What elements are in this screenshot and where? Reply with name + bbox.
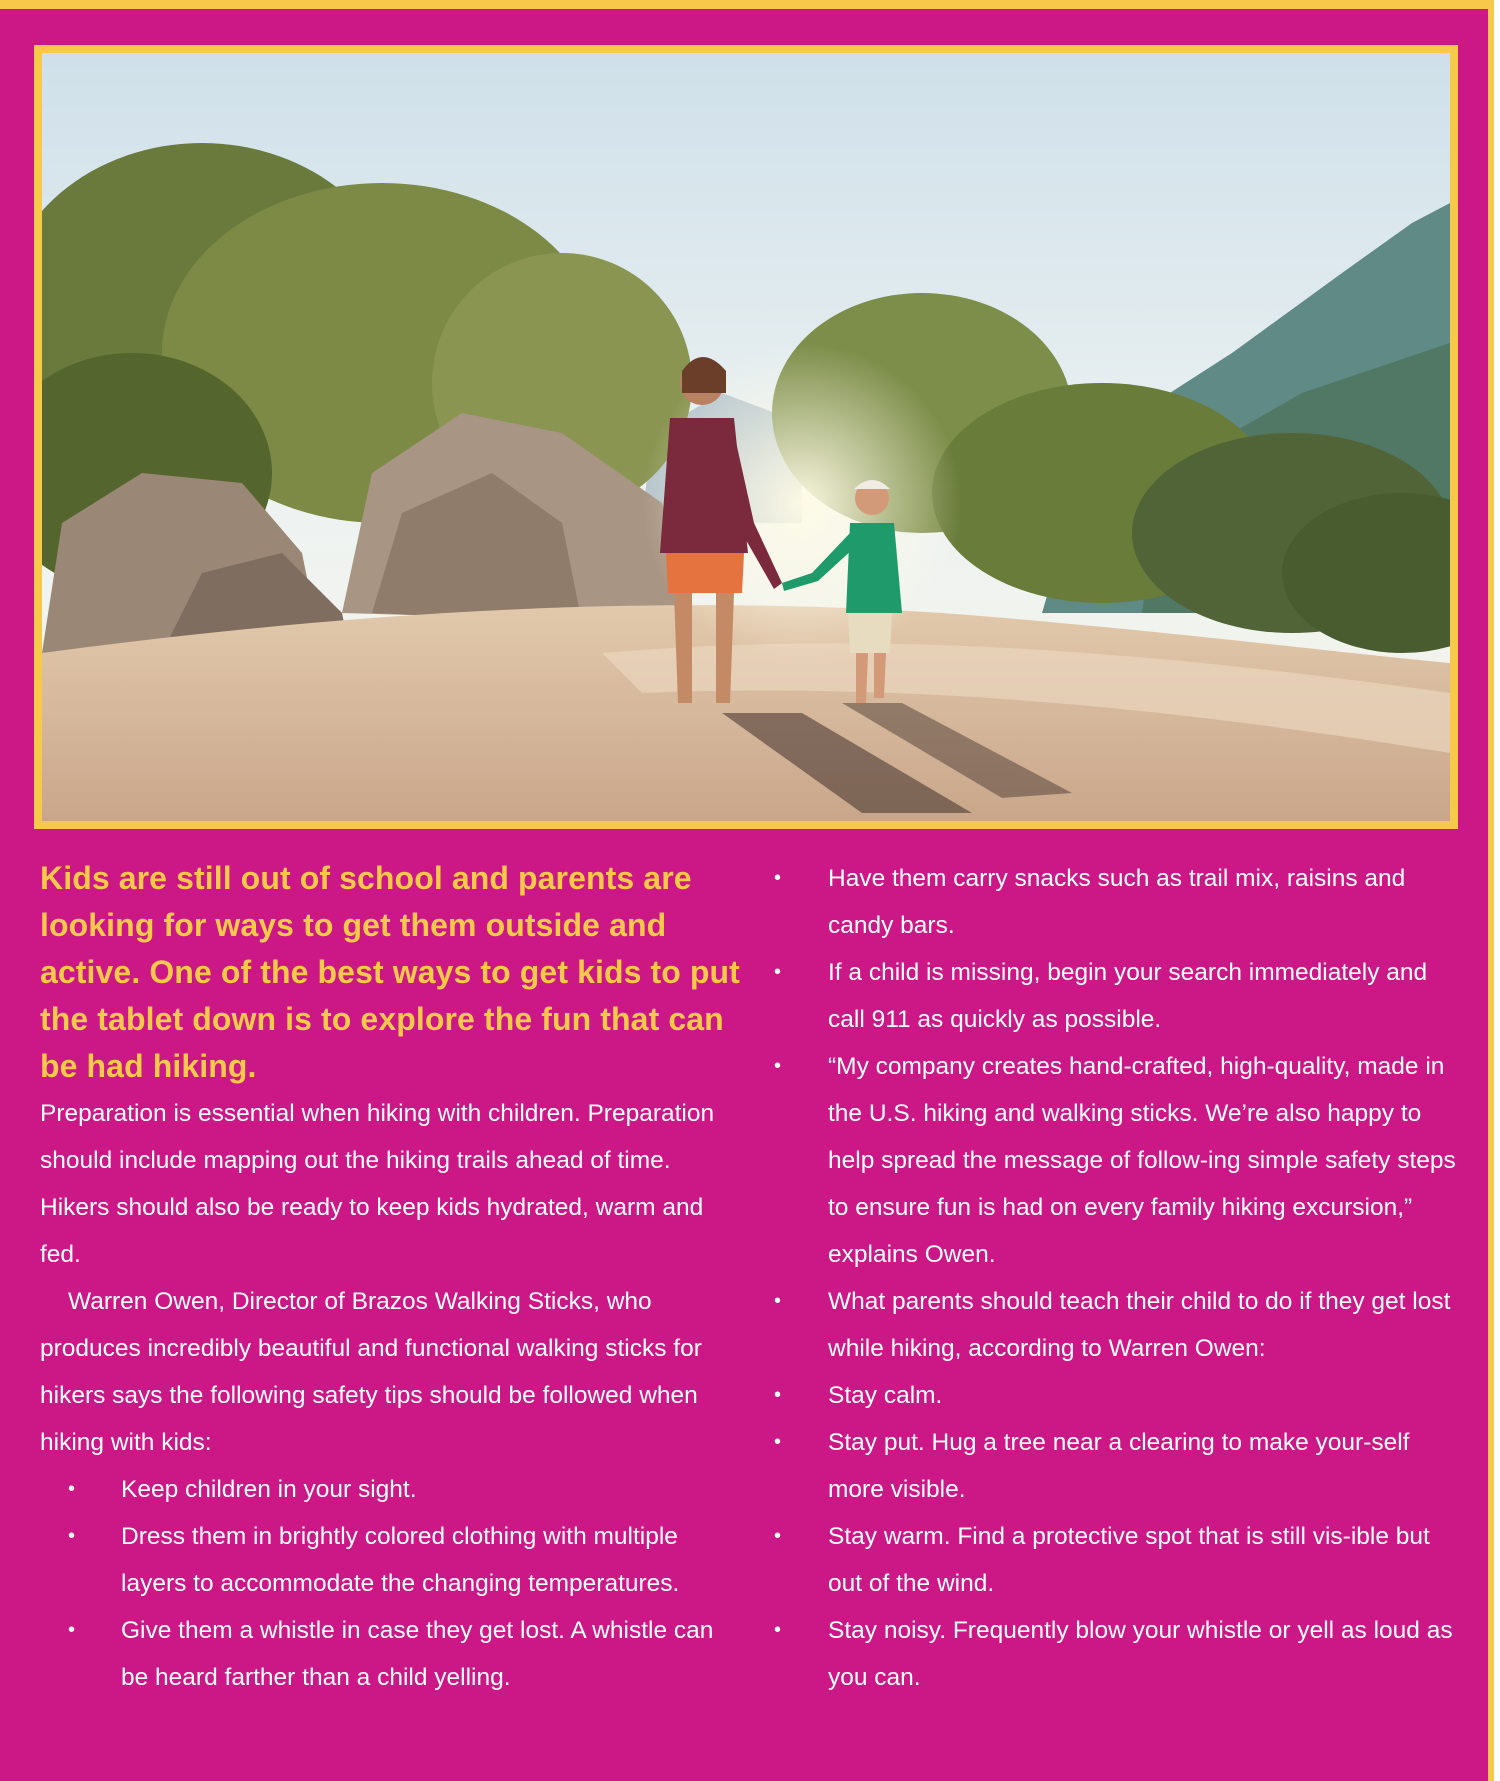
list-item [40, 1513, 740, 1607]
bullet-icon: • [774, 1055, 782, 1077]
bullet-icon: • [774, 1384, 782, 1406]
list-item-text: Keep children in your sight. [121, 1476, 417, 1503]
list-item [774, 1372, 1464, 1419]
hiking-photo-illustration [42, 53, 1450, 821]
right-bullet-list [774, 855, 1464, 1701]
left-bullet-list [40, 1466, 740, 1701]
bullet-icon: • [68, 1619, 76, 1641]
bullet-icon: • [68, 1478, 76, 1500]
list-item [774, 1607, 1464, 1701]
bullet-icon: • [68, 1525, 76, 1547]
list-item-text: Stay noisy. Frequently blow your whistle or yell as loud as you can. [828, 1617, 1453, 1691]
bullet-icon: • [774, 961, 782, 983]
list-item-text: If a child is missing, begin your search immediately and call 911 as quickly as possible. [828, 959, 1428, 1033]
list-item [774, 1513, 1464, 1607]
list-item [774, 1278, 1464, 1372]
lead-paragraph: Kids are still out of school and parents are looking for ways to get them outside and active. One of the best ways to get kids to put the tablet down is to explore the fun that can be had hiking. [40, 860, 740, 1084]
list-item-text: What parents should teach their child to do if they get lost while hiking, according to Warren Owen: [828, 1288, 1451, 1362]
list-item-text: Stay calm. [828, 1382, 943, 1409]
list-item-text: Have them carry snacks such as trail mix, raisins and candy bars. [828, 865, 1406, 939]
list-item [40, 1466, 740, 1513]
list-item [774, 949, 1464, 1043]
list-item-text: Stay put. Hug a tree near a clearing to make your-self more visible. [828, 1429, 1410, 1503]
bullet-icon: • [774, 867, 782, 889]
list-item [40, 1607, 740, 1701]
list-item [774, 1043, 1464, 1278]
list-item-text: Dress them in brightly colored clothing with multiple layers to accommodate the changing temperatures. [121, 1523, 680, 1597]
list-item [774, 1419, 1464, 1513]
list-item-text: “My company creates hand-crafted, high-quality, made in the U.S. hiking and walking sticks. We’re also happy to help spread the message of follow-ing simple safety steps to ensure fun is had on every family hiking excursion,” explains Owen. [828, 1053, 1456, 1268]
list-item-text: Give them a whistle in case they get lost. A whistle can be heard farther than a child yelling. [121, 1617, 714, 1691]
bullet-icon: • [774, 1619, 782, 1641]
left-column [40, 855, 740, 1701]
owen-paragraph: Warren Owen, Director of Brazos Walking Sticks, who produces incredibly beautiful and functional walking sticks for hikers says the following safety tips should be followed when hiking with kids: [40, 1288, 702, 1456]
bullet-icon: • [774, 1290, 782, 1312]
list-item-text: Stay warm. Find a protective spot that is still vis-ible but out of the wind. [828, 1523, 1430, 1597]
right-column [774, 855, 1464, 1701]
intro-paragraph: Preparation is essential when hiking with children. Preparation should include mapping out the hiking trails ahead of time. Hikers should also be ready to keep kids hydrated, warm and fed. [40, 1100, 715, 1268]
bullet-icon: • [774, 1525, 782, 1547]
bullet-icon: • [774, 1431, 782, 1453]
list-item [774, 855, 1464, 949]
hiking-photo [34, 45, 1458, 829]
